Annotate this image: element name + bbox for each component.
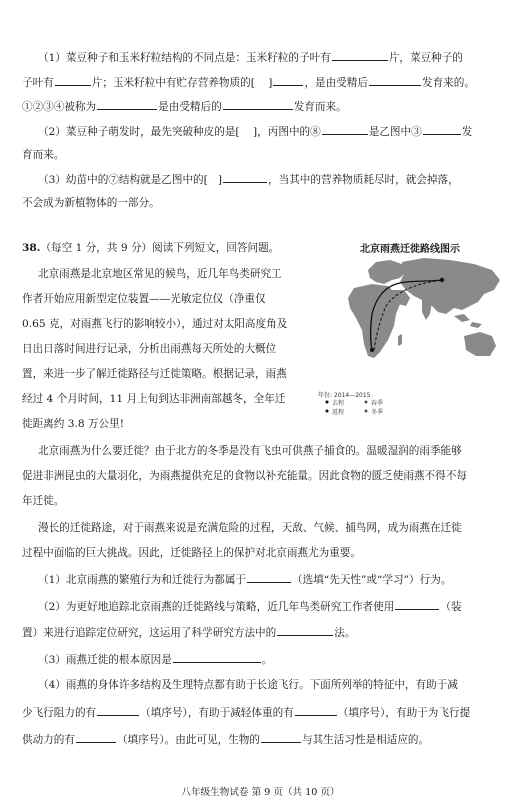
q37-part1-line3 xyxy=(22,98,347,114)
subquestion-text: （填序号），有助于减轻体重的有 xyxy=(140,707,294,719)
q37-text: 片；玉米籽粒中有贮存营养物质的 xyxy=(91,77,251,89)
subquestion-text: 法。 xyxy=(334,627,356,639)
passage-line: 经过 4 个月时间，11 月上旬到达非洲南部越冬，全年迁 xyxy=(22,393,286,405)
subquestion-text: 与其生活习性是相适应的。 xyxy=(301,734,430,746)
answer-blank[interactable] xyxy=(247,571,291,583)
question-instruction: （每空 1 分，共 9 分）阅读下列短文，回答问题。 xyxy=(40,242,280,254)
q37-part1-line2 xyxy=(22,74,475,90)
q37-text: 子叶有 xyxy=(22,77,54,89)
answer-blank[interactable] xyxy=(223,98,293,110)
passage-line: 漫长的迁徙路途，对于雨燕来说是充满危险的过程，天敌、气候、捕鸟网，成为雨燕在迁徙 xyxy=(38,522,462,534)
subquestion-text: （2）为更好地追踪北京雨燕的迁徙路线与策略，近几年鸟类研究工作者使用 xyxy=(38,601,395,613)
answer-blank[interactable] xyxy=(173,651,261,663)
subquestion-2-line2 xyxy=(22,624,355,640)
subquestion-4-line1: （4）雨燕的身体许多结构及生理特点都有助于长途飞行。下面所列举的特征中，有助于减 xyxy=(38,679,458,691)
bracket-blank[interactable] xyxy=(240,125,253,139)
q37-text: 发育来的。 xyxy=(422,77,475,89)
bracket-blank[interactable] xyxy=(208,173,218,187)
passage-line: 置，来进一步了解迁徙路径与迁徙策略。根据记录，雨燕 xyxy=(22,368,287,380)
passage-line: 北京雨燕为什么要迁徙？由于北方的冬季是没有飞虫可供燕子捕食的。温暖湿润的雨季能够 xyxy=(38,445,462,457)
subquestion-text: （选填“先天性”或“学习”）行为。 xyxy=(292,574,452,586)
answer-blank[interactable] xyxy=(277,624,333,636)
answer-blank[interactable] xyxy=(273,74,303,86)
q37-text: 发 xyxy=(461,126,473,138)
q37-text: （3）幼苗中的⑦结构就是乙图中的[ xyxy=(38,174,208,186)
q37-text: ，是由受精后 xyxy=(304,77,368,89)
q37-text: 育而来。 xyxy=(22,149,65,161)
q37-text: 不会成为新植物体的一部分。 xyxy=(22,197,160,209)
beijing-marker xyxy=(440,278,444,282)
map-title: 北京雨燕迁徙路线图示 xyxy=(360,244,460,255)
q37-part2-line1 xyxy=(38,123,472,139)
passage-line: 年迁徙。 xyxy=(22,495,65,507)
subquestion-text: 少飞行阻力的有 xyxy=(22,707,97,719)
q37-part1-text: （1）菜豆种子和玉米籽粒结构的不同点是：玉米籽粒的子叶有 xyxy=(38,52,331,64)
answer-blank[interactable] xyxy=(423,123,461,135)
q37-part1-text: 片，菜豆种子的 xyxy=(388,52,463,64)
answer-blank[interactable] xyxy=(295,704,337,716)
subquestion-2-line1 xyxy=(38,598,462,614)
subquestion-text: 。 xyxy=(261,654,273,666)
q37-text: ]，丙图中的⑧ xyxy=(253,126,321,138)
passage-line: 北京雨燕是北京地区常见的候鸟，近几年鸟类研究工 xyxy=(38,268,282,280)
subquestion-text: （装 xyxy=(440,601,462,613)
q38-header xyxy=(22,241,279,255)
answer-blank[interactable] xyxy=(223,171,267,183)
bracket-blank[interactable]: [ ] xyxy=(250,77,273,89)
subquestion-4-line3 xyxy=(22,731,429,747)
subquestion-3 xyxy=(38,651,272,667)
map-legend-spring: 春季 xyxy=(371,400,384,407)
subquestion-1 xyxy=(38,571,451,587)
wintering-marker xyxy=(370,348,374,352)
subquestion-text: （3）雨燕迁徙的根本原因是 xyxy=(38,654,172,666)
subquestion-text: 供动力的有 xyxy=(22,734,75,746)
map-legend-return: 返程 xyxy=(332,409,345,416)
subquestion-text: （填序号），有助于为飞行提 xyxy=(337,707,471,719)
migration-route-map xyxy=(314,240,506,418)
q37-text: ] xyxy=(217,174,223,186)
passage-line: 徙距离约 3.8 万公里! xyxy=(22,418,124,430)
q37-text: 发育而来。 xyxy=(293,101,347,113)
question-number: 38. xyxy=(22,242,41,254)
answer-blank[interactable] xyxy=(322,123,368,135)
subquestion-4-line2 xyxy=(22,704,470,720)
passage-line: 作者开始应用新型定位装置——光敏定位仪（净重仅 xyxy=(22,293,266,305)
page-footer: 八年级生物试卷 第 9 页（共 10 页） xyxy=(181,787,340,798)
answer-blank[interactable] xyxy=(97,704,139,716)
subquestion-text: （填序号）。由此可见，生物的 xyxy=(116,734,260,746)
q37-part1-line1 xyxy=(38,49,463,65)
subquestion-text: 置）来进行追踪定位研究，这运用了科学研究方法中的 xyxy=(22,627,277,639)
passage-line: 过程中面临的巨大挑战。因此，迁徙路径上的保护对北京雨燕尤为重要。 xyxy=(22,547,361,559)
answer-blank[interactable] xyxy=(76,731,116,743)
q37-text: （2）菜豆种子萌发时，最先突破种皮的是[ xyxy=(38,126,240,138)
answer-blank[interactable] xyxy=(395,598,439,610)
map-legend-winter: 冬季 xyxy=(371,409,384,416)
q37-text: 是乙图中③ xyxy=(368,126,422,138)
q37-text: ①②③④被称为 xyxy=(22,101,97,113)
subquestion-text: （1）北京雨燕的繁殖行为和迁徙行为都属于 xyxy=(38,574,247,586)
map-legend-outbound: 去程 xyxy=(332,400,345,407)
answer-blank[interactable] xyxy=(55,74,91,86)
map-legend-year: 年份: 2014—2015 xyxy=(318,392,371,399)
passage-line: 0.65 克，对雨燕飞行的影响较小），通过对太阳高度角及 xyxy=(22,318,288,330)
answer-blank[interactable] xyxy=(369,74,421,86)
answer-blank[interactable] xyxy=(261,731,301,743)
q37-text: 是由受精后的 xyxy=(158,101,222,113)
passage-line: 日出日落时间进行记录，分析出雨燕每天所处的大概位 xyxy=(22,343,277,355)
passage-line: 促进非洲昆虫的大量羽化，为雨燕提供充足的食物以补充能量。因此食物的匮乏使雨燕不得不每 xyxy=(22,470,467,482)
q37-text: ，当其中的营养物质耗尽时，就会掉落， xyxy=(268,174,459,186)
answer-blank[interactable] xyxy=(332,49,388,61)
q37-part2-line2 xyxy=(22,148,64,162)
q37-part3-line2 xyxy=(22,196,160,210)
q37-part3-line1 xyxy=(38,171,459,187)
answer-blank[interactable] xyxy=(97,98,157,110)
